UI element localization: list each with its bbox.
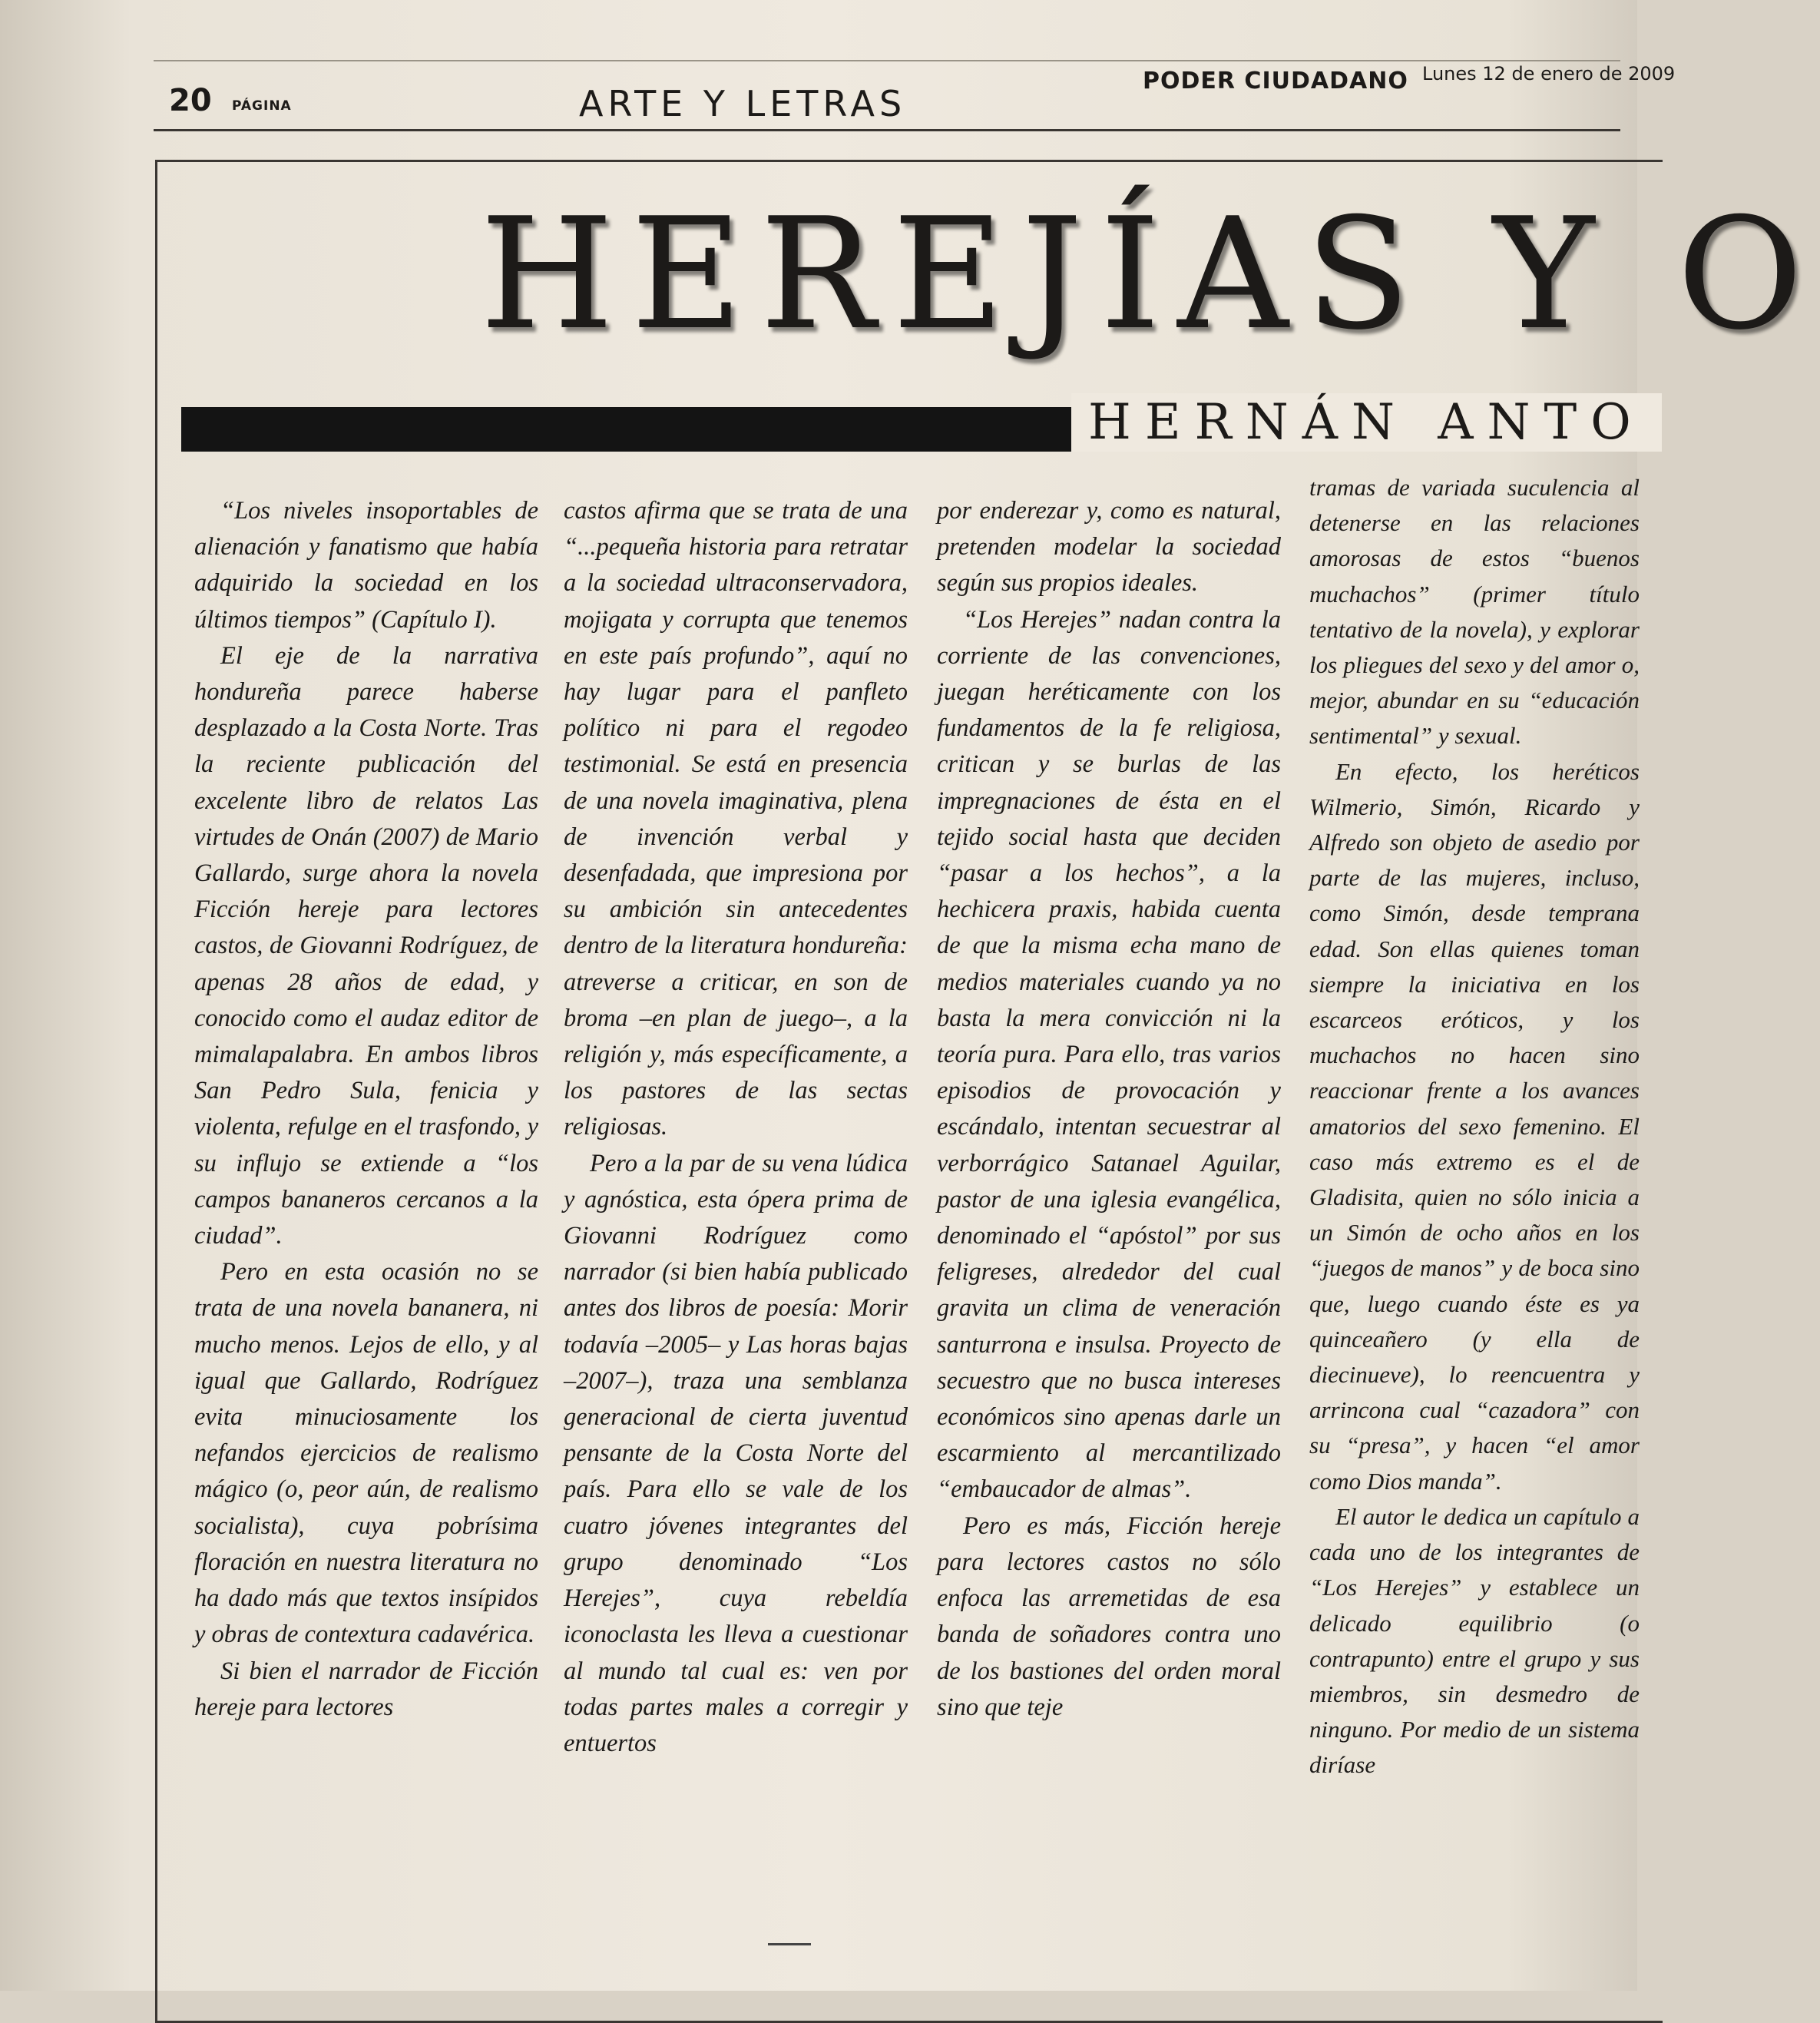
paragraph: Pero es más, Ficción hereje para lectores castos no sólo enfoca las arremetidas de esa banda de soñadores contra uno de los bastiones del orden moral sino que teje <box>937 1511 1281 1721</box>
paragraph: En efecto, los heréticos Wilmerio, Simón, Ricardo y Alfredo son objeto de asedio por parte de las mujeres, incluso, como Simón, desde temprana edad. Son ellas quienes toman siempre la iniciativa en los escarceos eróticos, y los muchachos no hacen sino reaccionar frente a los avances amatorios del sexo femenino. El caso más extremo es el de Gladisita, quien no sólo inicia a un Simón de ocho años en los “juegos de manos” y de boca sino que, luego cuando éste es ya quinceañero (y ella de diecinueve), lo reencuentra y arrincona cual “cazadora” con su “presa”, y hacen “el amor como Dios manda”. <box>1309 757 1640 1495</box>
paragraph: “Los niveles insoportables de alienación y fanatismo que había adquirido la sociedad en los últimos tiempos” (Capítulo I). <box>194 497 538 634</box>
article-column-3 <box>937 493 1281 1726</box>
page-label: PÁGINA <box>232 98 292 114</box>
article-column-4 <box>1309 470 1640 1783</box>
section-title: ARTE Y LETRAS <box>579 83 907 124</box>
page-number: 20 <box>169 83 212 118</box>
paragraph: El eje de la narrativa hondureña parece haberse desplazado a la Costa Norte. Tras la reciente publicación del excelente libro de relatos Las virtudes de Onán (2007) de Mario Gallardo, surge ahora la novela Ficción hereje para lectores castos, de Giovanni Rodríguez, de apenas 28 años de edad, y conocido como el audaz editor de mimalapalabra. En ambos libros San Pedro Sula, fenicia y violenta, refulge en el trasfondo, y su influjo se extiende a “los campos bananeros cercanos a la ciudad”. <box>194 641 538 1250</box>
paragraph: Si bien el narrador de Ficción hereje para lectores <box>194 1657 538 1721</box>
paragraph: “Los Herejes” nadan contra la corriente de las convenciones, juegan heréticamente con los fundamentos de la fe religiosa, critican y se burlas de las impregnaciones de ésta en el tejido social hasta que deciden “pasar a los hechos”, a la hechicera praxis, habida cuenta de que la misma echa mano de medios materiales cuando ya no basta la mera convicción ni la teoría pura. Para ello, tras varios episodios de provocación y escándalo, intentan secuestrar al verborrágico Satanael Aguilar, pastor de una iglesia evangélica, denominado el “apóstol” por sus feligreses, alrededor del cual gravita un clima de veneración santurrona e insulsa. Proyecto de secuestro que no busca intereses económicos sino apenas darle un escarmiento al mercantilizado “embaucador de almas”. <box>937 605 1281 1504</box>
article-column-1 <box>194 493 538 1726</box>
paragraph: castos afirma que se trata de una “...pequeña historia para retratar a la sociedad ultraconservadora, mojigata y corrupta que tenemos en este país profundo”, aquí no hay lugar para el panfleto político ni para el regodeo testimonial. Se está en presencia de una novela imaginativa, plena de invención verbal y desenfadada, que impresiona por su ambición sin antecedentes dentro de la literatura hondureña: atreverse a criticar, en son de broma –en plan de juego–, a la religión y, más específicamente, a los pastores de las sectas religiosas. <box>564 497 908 1141</box>
paragraph: tramas de variada suculencia al detenerse en las relaciones amorosas de estos “buenos muchachos” (primer título tentativo de la novela), y explorar los pliegues del sexo y del amor o, mejor, abundar en su “educación sentimental” y sexual. <box>1309 474 1640 750</box>
paragraph: Pero a la par de su vena lúdica y agnóstica, esta ópera prima de Giovanni Rodríguez como narrador (si bien había publicado antes dos libros de poesía: Morir todavía –2005– y Las horas bajas –2007–), traza una semblanza generacional de cierta juventud pensante de la Costa Norte del país. Para ello se vale de los cuatro jóvenes integrantes del grupo denominado “Los Herejes”, cuya rebeldía iconoclasta les lleva a cuestionar al mundo tal cual es: ven por todas partes males a corregir y entuertos <box>564 1149 908 1757</box>
byline: HERNÁN ANTO <box>1071 393 1662 452</box>
header-rule <box>154 129 1620 131</box>
paragraph: El autor le dedica un capítulo a cada uno de los integrantes de “Los Herejes” y establece un delicado equilibrio (o contrapunto) entre el grupo y sus miembros, sin desmedro de ninguno. Por medio de un sistema diríase <box>1309 1502 1640 1779</box>
top-line <box>154 60 1620 61</box>
issue-date: Lunes 12 de enero de 2009 <box>1422 63 1676 84</box>
paragraph: Pero en esta ocasión no se trata de una novela bananera, ni mucho menos. Lejos de ello, y al igual que Gallardo, Rodríguez evita minuciosamente los nefandos ejercicios de realismo mágico (o, peor aún, de realismo socialista), cuya pobrísima floración en nuestra literatura no ha dado más que textos insípidos y obras de contextura cadavérica. <box>194 1258 538 1649</box>
paragraph: por enderezar y, como es natural, pretenden modelar la sociedad según sus propios ideales. <box>937 497 1281 598</box>
newspaper-name: PODER CIUDADANO <box>1143 68 1408 94</box>
bottom-mark <box>768 1943 811 1945</box>
article-column-2 <box>564 493 908 1762</box>
headline: HEREJÍAS Y O <box>480 185 1820 364</box>
